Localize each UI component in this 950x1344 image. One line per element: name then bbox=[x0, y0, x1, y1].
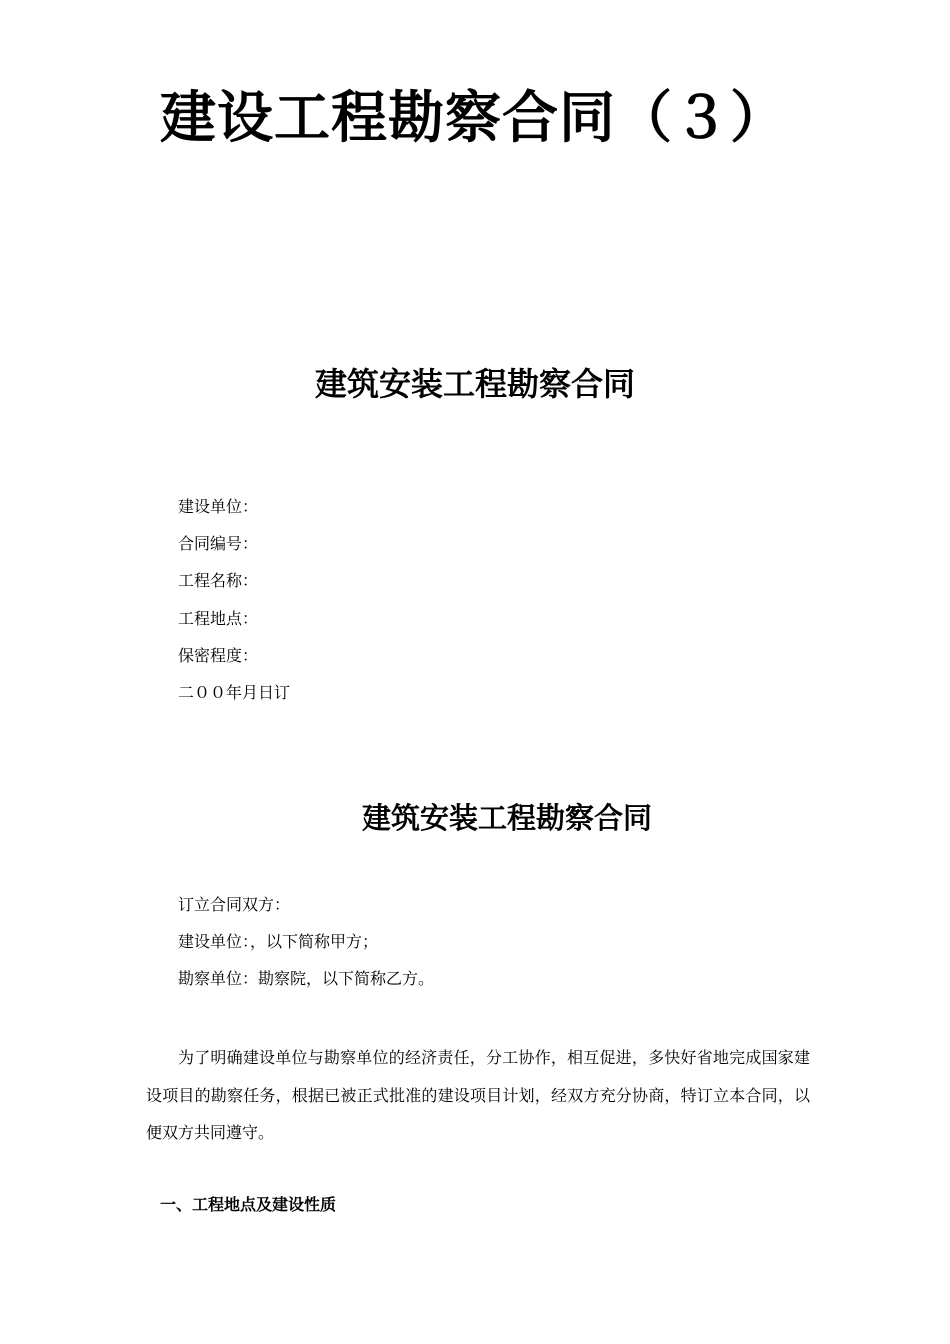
cover-field-confidentiality: 保密程度： bbox=[178, 645, 259, 665]
cover-field-list bbox=[178, 492, 290, 715]
cover-field-date: 二００年月日订 bbox=[178, 682, 291, 702]
section-heading-1: 一、工程地点及建设性质 bbox=[160, 1195, 337, 1214]
cover-field-contract-number: 合同编号： bbox=[178, 534, 259, 554]
contract-preamble: 为了明确建设单位与勘察单位的经济责任，分工协作，相互促进，多快好省地完成国家建设项目的勘察任务，根据已被正式批准的建设项目计划，经双方充分协商，特订立本合同，以便双方共同遵守。 bbox=[146, 1048, 810, 1142]
party-a: 建设单位：，以下简称甲方； bbox=[178, 932, 379, 951]
party-b: 勘察单位：勘察院，以下简称乙方。 bbox=[178, 969, 435, 988]
contract-parties bbox=[178, 890, 434, 1001]
cover-title: 建筑安装工程勘察合同 bbox=[314, 365, 635, 403]
cover-field-project-location: 工程地点： bbox=[178, 608, 259, 628]
cover-field-construction-unit: 建设单位： bbox=[178, 497, 259, 516]
contract-title: 建筑安装工程勘察合同 bbox=[362, 801, 653, 835]
document-main-title: 建设工程勘察合同（３） bbox=[160, 85, 787, 151]
cover-field-project-name: 工程名称： bbox=[178, 571, 259, 591]
parties-intro: 订立合同双方： bbox=[178, 895, 291, 914]
